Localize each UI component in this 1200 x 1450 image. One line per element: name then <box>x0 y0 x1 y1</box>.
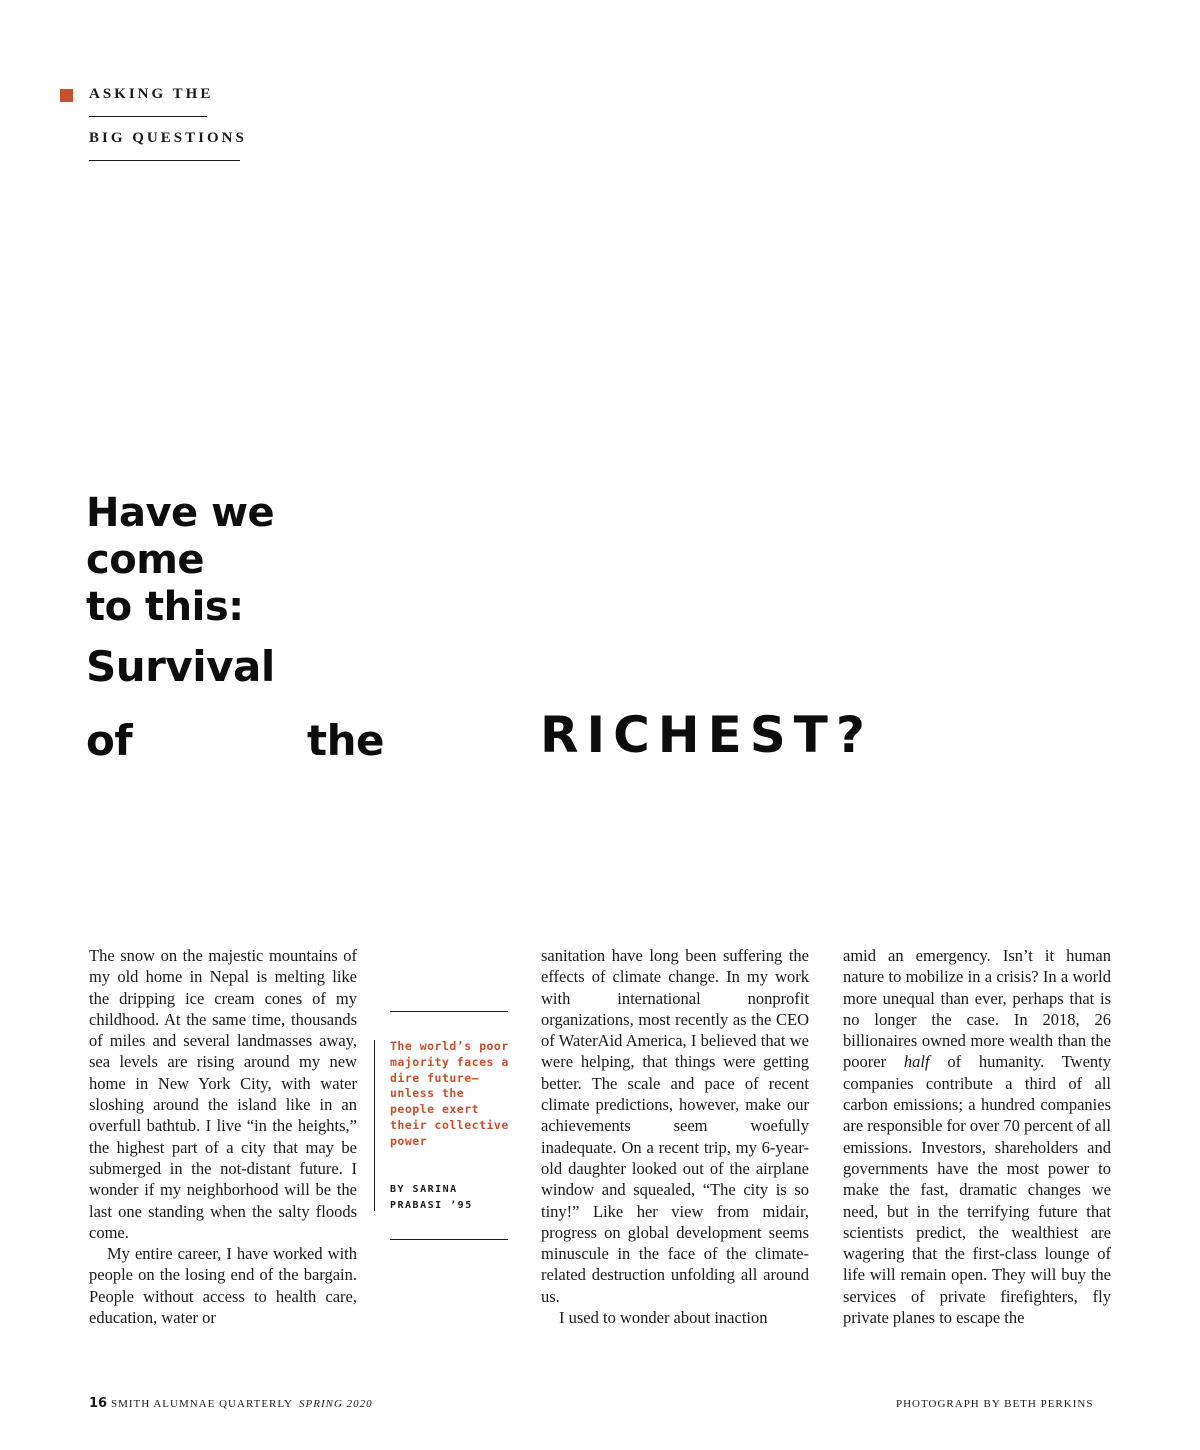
byline <box>390 1182 515 1213</box>
headline-word-the: the <box>307 716 384 765</box>
byline-line2: PRABASI ’95 <box>390 1199 473 1211</box>
body-column-2 <box>541 945 809 1328</box>
body-column-3 <box>843 945 1111 1328</box>
photo-credit: PHOTOGRAPH BY BETH PERKINS <box>896 1398 1094 1410</box>
kicker-underline-1 <box>89 116 207 117</box>
body-text: of humanity. Twenty companies contribute a third of all carbon emissions; a hundred companies are responsible for over 70 percent of all emissions. Investors, shareholders and governments have the most power to make the fast, dramatic changes we need, but in the terrifying future that scientists predict, the wealthiest are wagering that the first-class lounge of life will remain open. They will buy the services of private firefighters, fly private planes to escape the <box>843 1052 1112 1328</box>
section-kicker-line2: BIG QUESTIONS <box>89 130 247 146</box>
section-kicker-line1: ASKING THE <box>89 86 214 102</box>
body-paragraph <box>843 945 1111 1328</box>
headline-line1: Have we <box>86 490 275 536</box>
body-paragraph: I used to wonder about inaction <box>559 1308 768 1328</box>
body-column-1 <box>89 945 357 1328</box>
pullquote-dek: The world’s poor majority faces a dire future—unless the people exert their collective power <box>390 1039 509 1148</box>
body-paragraph: The snow on the majestic mountains of my old home in Nepal is melting like the dripping ice cream cones of my childhood. At the same time, thousands of miles and several landmasses away, sea levels are rising around my new home in New York City, with water sloshing around the island like in an overfull bathtub. I live “in the heights,” the highest part of a city that may be submerged in the not-distant future. I wonder if my neighborhood will be the last one standing when the salty floods come. <box>89 946 357 1242</box>
body-emphasis: half <box>903 1052 930 1072</box>
body-text: amid an emergency. Isn’t it human nature to mobilize in a crisis? In a world more unequal than ever, perhaps that is no longer the case. In 2018, 26 billionaires owned more wealth than the poorer <box>843 946 1111 1072</box>
page-number: 16 <box>89 1396 108 1411</box>
headline-word-richest: RICHEST? <box>540 706 873 764</box>
headline-line3: to this: <box>86 584 244 630</box>
column-divider <box>374 1040 375 1211</box>
headline-word-of: of <box>86 716 133 765</box>
headline-line2: come <box>86 537 204 583</box>
pullquote-bottom-rule <box>390 1239 508 1240</box>
byline-line1: BY SARINA <box>390 1184 458 1195</box>
body-paragraph: sanitation have long been suffering the effects of climate change. In my work with international nonprofit organizations, most recently as the CEO of WaterAid America, I believed that we were helping, that things were getting better. The scale and pace of recent climate predictions, however, make our achievements seem woefully inadequate. On a recent trip, my 6-year-old daughter looked out of the airplane window and squealed, “The city is so tiny!” Like her view from midair, progress on global development seems minuscule in the face of the climate-related destruction unfolding all around us. <box>541 946 809 1306</box>
publication-name: SMITH ALUMNAE QUARTERLY <box>111 1398 293 1410</box>
section-marker-square <box>60 89 73 102</box>
headline-line4: Survival <box>86 642 275 691</box>
kicker-underline-2 <box>89 160 240 161</box>
pullquote-top-rule <box>390 1011 508 1012</box>
issue-date: SPRING 2020 <box>299 1398 373 1410</box>
body-paragraph: My entire career, I have worked with people on the losing end of the bargain. People without access to health care, education, water or <box>89 1244 357 1328</box>
